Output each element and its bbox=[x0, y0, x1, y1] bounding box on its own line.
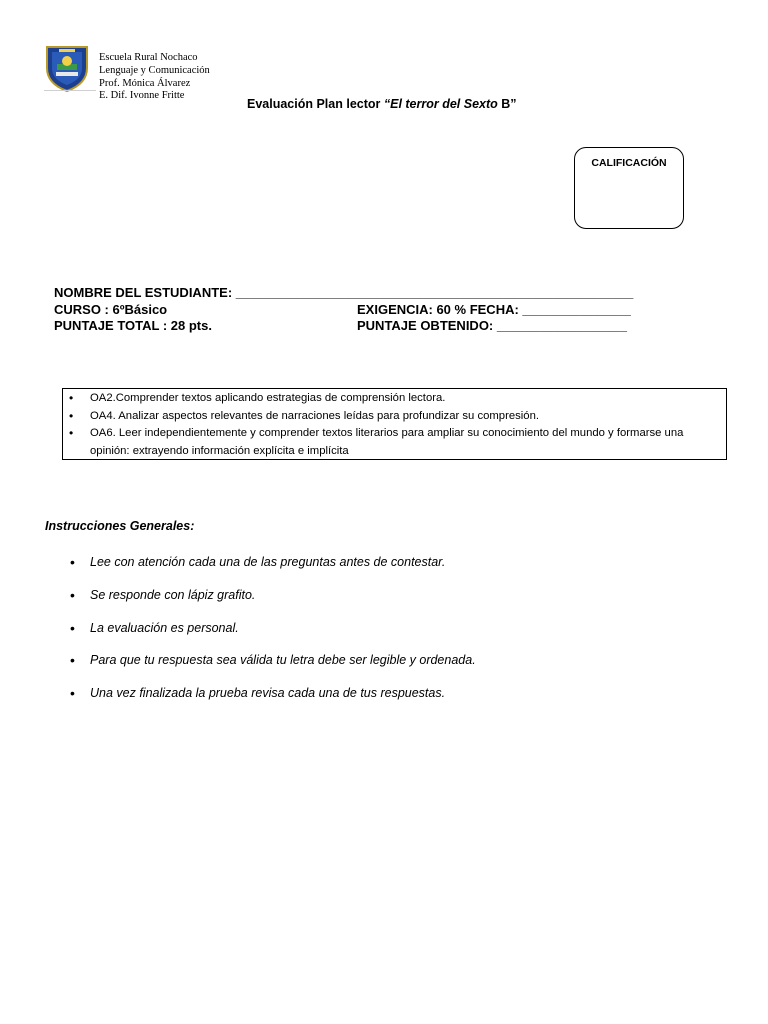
school-info bbox=[99, 52, 210, 103]
title-suffix: B” bbox=[497, 97, 517, 111]
page-title bbox=[247, 97, 517, 111]
objectives-box bbox=[62, 388, 727, 460]
grade-box[interactable] bbox=[574, 147, 684, 229]
instruction-item: • La evaluación es personal. bbox=[70, 619, 476, 652]
instruction-item: • Lee con atención cada una de las preguntas antes de contestar. bbox=[70, 553, 476, 586]
logo-underline bbox=[44, 90, 96, 91]
title-prefix: Evaluación Plan lector bbox=[247, 97, 384, 111]
school-crest-icon bbox=[44, 44, 90, 92]
requirement-date-field[interactable]: EXIGENCIA: 60 % FECHA: _______________ bbox=[357, 302, 631, 317]
instructions-list bbox=[70, 553, 476, 717]
school-name: Escuela Rural Nochaco bbox=[99, 52, 198, 63]
instruction-item: • Una vez finalizada la prueba revisa cada una de tus respuestas. bbox=[70, 684, 476, 717]
instruction-item: • Para que tu respuesta sea válida tu letra debe ser legible y ordenada. bbox=[70, 651, 476, 684]
student-name-field[interactable]: NOMBRE DEL ESTUDIANTE: _______________________________________________________ bbox=[54, 285, 634, 300]
objective-item: • OA4. Analizar aspectos relevantes de narraciones leídas para profundizar su compresión. bbox=[63, 408, 726, 426]
objective-item: • OA6. Leer independientemente y comprender textos literarios para ampliar su conocimiento del mundo y formarse una opinión: extrayendo información explícita e implícita bbox=[63, 425, 726, 460]
title-book: “El terror del Sexto bbox=[383, 97, 498, 111]
subject: Lenguaje y Comunicación bbox=[99, 64, 210, 76]
total-score-field: PUNTAJE TOTAL : 28 pts. bbox=[54, 318, 212, 333]
course-field: CURSO : 6ºBásico bbox=[54, 302, 168, 317]
teacher: Prof. Mónica Álvarez bbox=[99, 77, 191, 89]
instruction-item: • Se responde con lápiz grafito. bbox=[70, 586, 476, 619]
objective-item: • OA2.Comprender textos aplicando estrategias de comprensión lectora. bbox=[63, 390, 726, 408]
obtained-score-field[interactable]: PUNTAJE OBTENIDO: __________________ bbox=[357, 318, 628, 333]
grade-label: CALIFICACIÓN bbox=[591, 157, 667, 169]
objectives-list bbox=[63, 389, 726, 460]
special-educator: E. Dif. Ivonne Fritte bbox=[99, 90, 185, 102]
instructions-title: Instrucciones Generales: bbox=[45, 519, 195, 533]
